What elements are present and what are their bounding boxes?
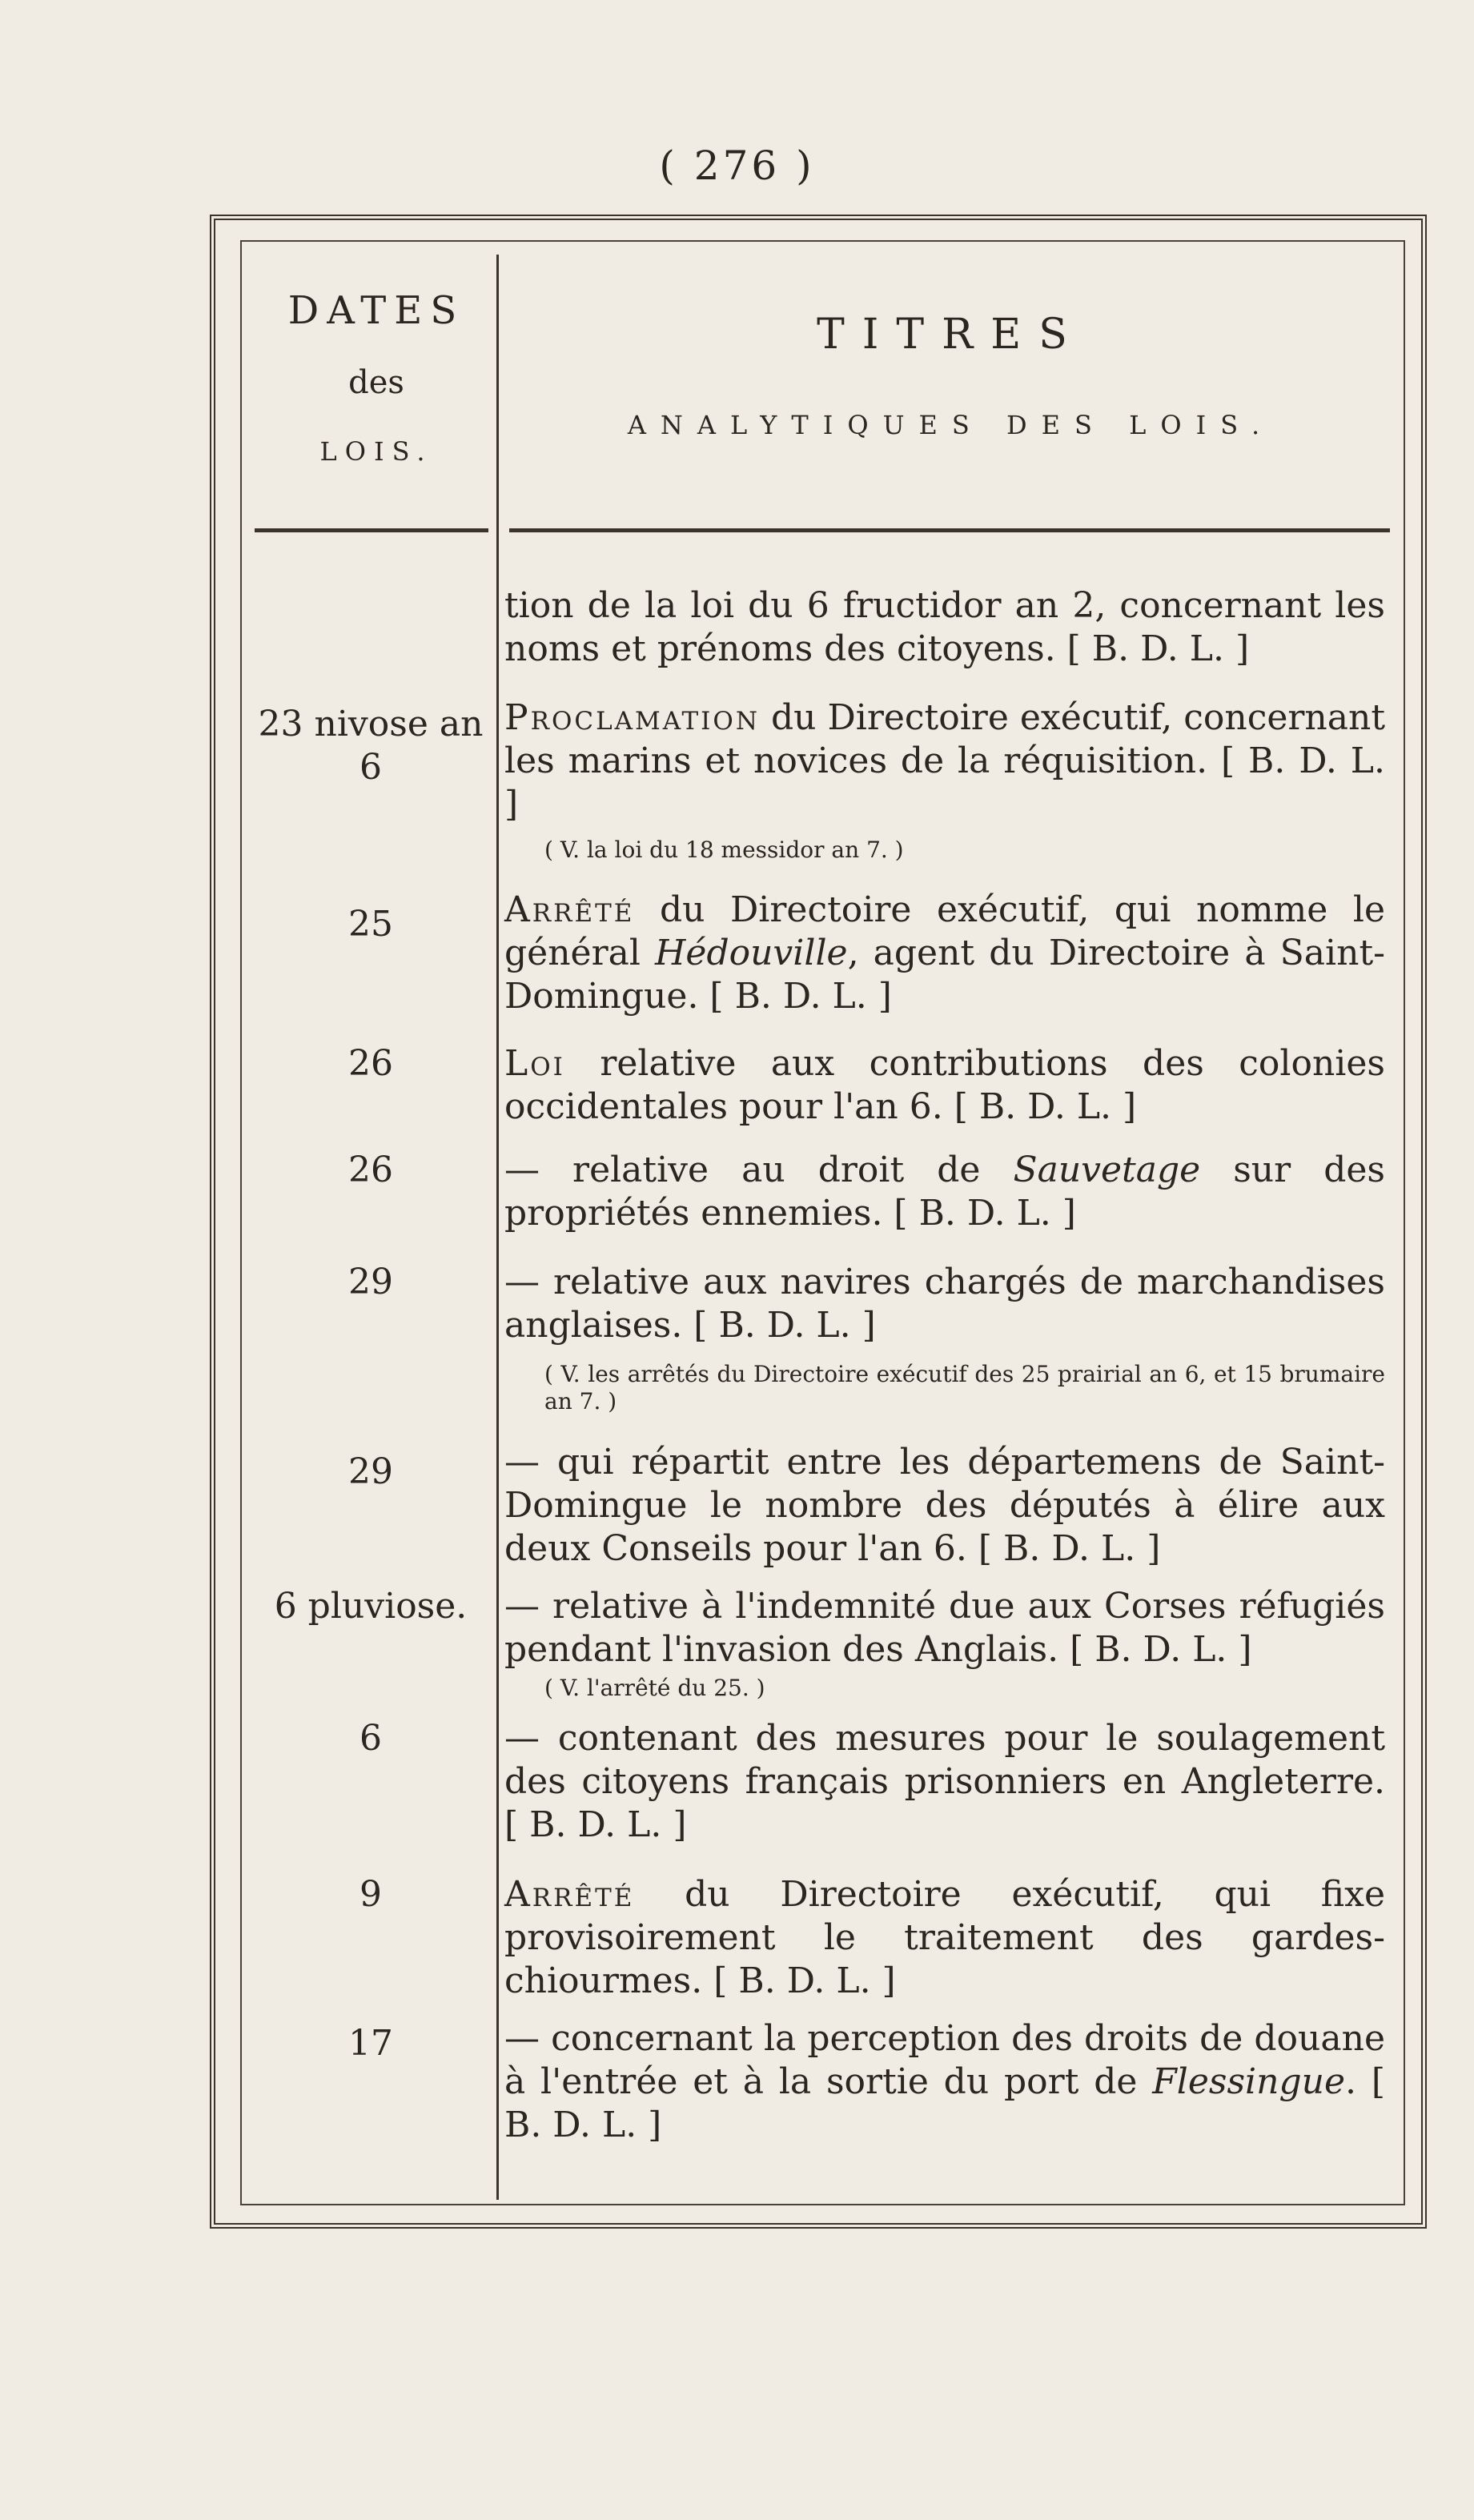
entry-note: ( V. les arrêtés du Directoire exécutif des 25 prairial an 6, et 15 brumaire an 7. ) [544, 1361, 1385, 1414]
entry-date: 26 [348, 1150, 393, 1190]
entry-text: tion de la loi du 6 fructidor an 2, concernant les noms et prénoms des citoyens. [ B. D. L. ] [504, 585, 1385, 669]
entry-date: 6 [359, 1718, 382, 1759]
column-header-dates-lois: LOIS. [319, 436, 433, 467]
entry-body: du Directoire exécutif, qui fixe provisoirement le traitement des gardes-chiourmes. [ B. D. L. ] [504, 1874, 1385, 2001]
column-header-titres: TITRES [817, 311, 1085, 359]
entry-body-a: — relative au droit de [504, 1150, 1014, 1190]
header-rule-titres [509, 528, 1390, 532]
entry-text [504, 1042, 1385, 1129]
entry-body: du Directoire exécutif, concernant les marins et novices de la réquisition. [ B. D. L. ] [504, 697, 1385, 825]
entry-body-a: du Directoire exécutif, qui nomme le général [504, 889, 1385, 973]
column-header-analytiques: ANALYTIQUES DES LOIS. [627, 410, 1275, 440]
entry-text [504, 1873, 1385, 2003]
entry-text: — relative aux navires chargés de marchandises anglaises. [ B. D. L. ] [504, 1262, 1385, 1346]
entry-body-a: — concernant la perception des droits de douane à l'entrée et à la sortie du port de [504, 2018, 1385, 2102]
entry-date: 29 [348, 1262, 393, 1302]
entry-date: 29 [348, 1451, 393, 1492]
entry-lead: Arrêté [504, 889, 635, 930]
entry-lead: Proclamation [504, 697, 760, 738]
entry-text [504, 889, 1385, 1018]
entry-italic: Sauvetage [1013, 1150, 1201, 1190]
entry-date: 26 [348, 1043, 393, 1084]
entry-lead: Loi [504, 1043, 565, 1084]
entry-date: 17 [348, 2023, 393, 2064]
entry-body-b: . [ B. D. L. ] [504, 2061, 1385, 2145]
entry-text [504, 2017, 1385, 2147]
page-number: ( 276 ) [659, 142, 815, 189]
column-header-dates-des: des [348, 364, 404, 401]
column-header-dates: DATES [287, 288, 465, 333]
entry-note: ( V. la loi du 18 messidor an 7. ) [544, 837, 904, 863]
entry-date: 6 pluviose. [274, 1586, 468, 1627]
entry-body-b: sur des propriétés ennemies. [ B. D. L. ] [504, 1150, 1385, 1234]
column-divider [496, 255, 499, 2200]
entry-date: 25 [348, 904, 393, 945]
entry-text: — contenant des mesures pour le soulagement des citoyens français prisonniers en Angleterre. [ B. D. L. ] [504, 1718, 1385, 1845]
entry-body: relative aux contributions des colonies occidentales pour l'an 6. [ B. D. L. ] [504, 1043, 1385, 1127]
entry-lead: Arrêté [504, 1874, 635, 1915]
header-rule-dates [255, 528, 488, 532]
entry-note: ( V. l'arrêté du 25. ) [544, 1675, 765, 1701]
entry-text [504, 1149, 1385, 1235]
entry-text: — relative à l'indemnité due aux Corses réfugiés pendant l'invasion des Anglais. [ B. D. L. ] [504, 1586, 1385, 1670]
entry-date: 9 [359, 1874, 382, 1915]
entry-italic: Hédouville [655, 933, 848, 973]
entry-text: — qui répartit entre les départemens de Saint-Domingue le nombre des députés à élire aux deux Conseils pour l'an 6. [ B. D. L. ] [504, 1442, 1385, 1569]
entry-text [504, 696, 1385, 826]
entry-date: 23 nivose an 6 [258, 704, 484, 788]
entry-body-b: , agent du Directoire à Saint-Domingue. [ B. D. L. ] [504, 933, 1386, 1017]
entry-italic: Flessingue [1152, 2061, 1346, 2102]
